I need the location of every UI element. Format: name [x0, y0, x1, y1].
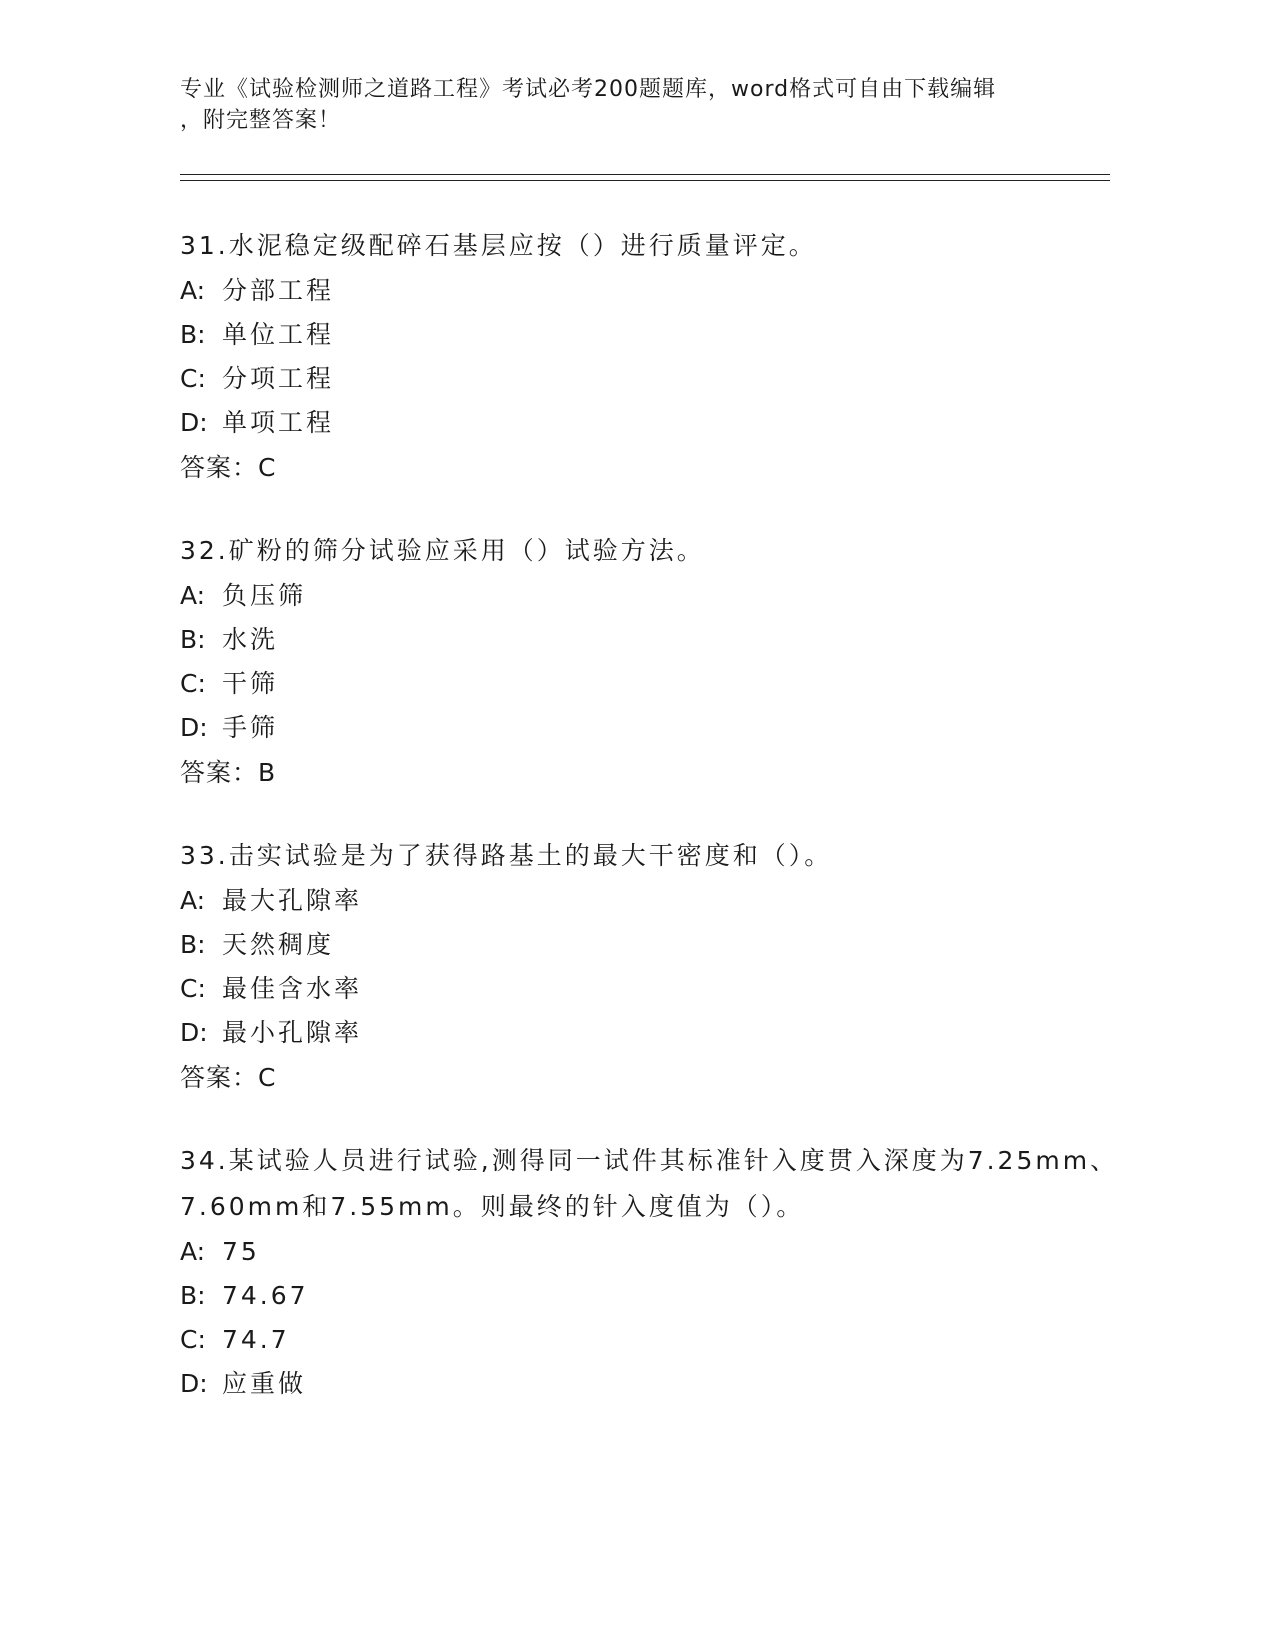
answer: 答案：B [180, 758, 277, 787]
option-a [180, 879, 1120, 923]
option-text: 74.67 [222, 1281, 309, 1310]
option-text: 最佳含水率 [222, 974, 363, 1003]
option-c [180, 357, 1120, 401]
option-text: 最大孔隙率 [222, 886, 363, 915]
question-text: 34.某试验人员进行试验,测得同一试件其标准针入度贯入深度为7.25mm、7.60mm和7.55mm。则最终的针入度值为（）。 [180, 1146, 1119, 1221]
option-letter: A: [180, 276, 206, 305]
option-letter: C: [180, 364, 206, 393]
option-letter: A: [180, 1237, 206, 1266]
option-text: 单项工程 [222, 408, 335, 437]
option-a [180, 1230, 1120, 1274]
option-letter: C: [180, 974, 206, 1003]
option-text: 负压筛 [222, 581, 307, 610]
option-d [180, 1362, 1120, 1406]
option-d [180, 706, 1120, 750]
option-text: 天然稠度 [222, 930, 335, 959]
question-text: 33.击实试验是为了获得路基土的最大干密度和（）。 [180, 841, 833, 870]
option-text: 水洗 [222, 625, 279, 654]
option-letter: B: [180, 930, 206, 959]
question-33 [180, 833, 1120, 1101]
question-31 [180, 223, 1120, 491]
question-text: 31.水泥稳定级配碎石基层应按（）进行质量评定。 [180, 231, 817, 260]
option-text: 干筛 [222, 669, 279, 698]
option-letter: B: [180, 1281, 206, 1310]
option-a [180, 269, 1120, 313]
option-letter: D: [180, 1369, 208, 1398]
option-text: 应重做 [222, 1369, 307, 1398]
option-text: 分部工程 [222, 276, 335, 305]
option-letter: D: [180, 713, 208, 742]
header-divider-top [180, 174, 1110, 175]
option-b [180, 923, 1120, 967]
answer: 答案：C [180, 1063, 277, 1092]
option-text: 分项工程 [222, 364, 335, 393]
document-header: 专业《试验检测师之道路工程》考试必考200题题库，word格式可自由下载编辑 ，附完整答案！ [180, 77, 997, 133]
option-b [180, 618, 1120, 662]
option-b [180, 1274, 1120, 1318]
option-text: 75 [222, 1237, 260, 1266]
option-b [180, 313, 1120, 357]
option-letter: D: [180, 1018, 208, 1047]
question-text: 32.矿粉的筛分试验应采用（）试验方法。 [180, 536, 705, 565]
option-a [180, 574, 1120, 618]
option-text: 单位工程 [222, 320, 335, 349]
question-34 [180, 1138, 1120, 1406]
option-d [180, 1011, 1120, 1055]
option-letter: B: [180, 320, 206, 349]
question-32 [180, 528, 1120, 796]
option-letter: A: [180, 886, 206, 915]
option-letter: A: [180, 581, 206, 610]
option-letter: B: [180, 625, 206, 654]
answer: 答案：C [180, 453, 277, 482]
option-letter: D: [180, 408, 208, 437]
option-letter: C: [180, 1325, 206, 1354]
option-text: 手筛 [222, 713, 279, 742]
option-c [180, 967, 1120, 1011]
option-d [180, 401, 1120, 445]
option-text: 最小孔隙率 [222, 1018, 363, 1047]
option-c [180, 662, 1120, 706]
option-text: 74.7 [222, 1325, 290, 1354]
option-letter: C: [180, 669, 206, 698]
option-c [180, 1318, 1120, 1362]
header-divider-bottom [180, 180, 1110, 181]
